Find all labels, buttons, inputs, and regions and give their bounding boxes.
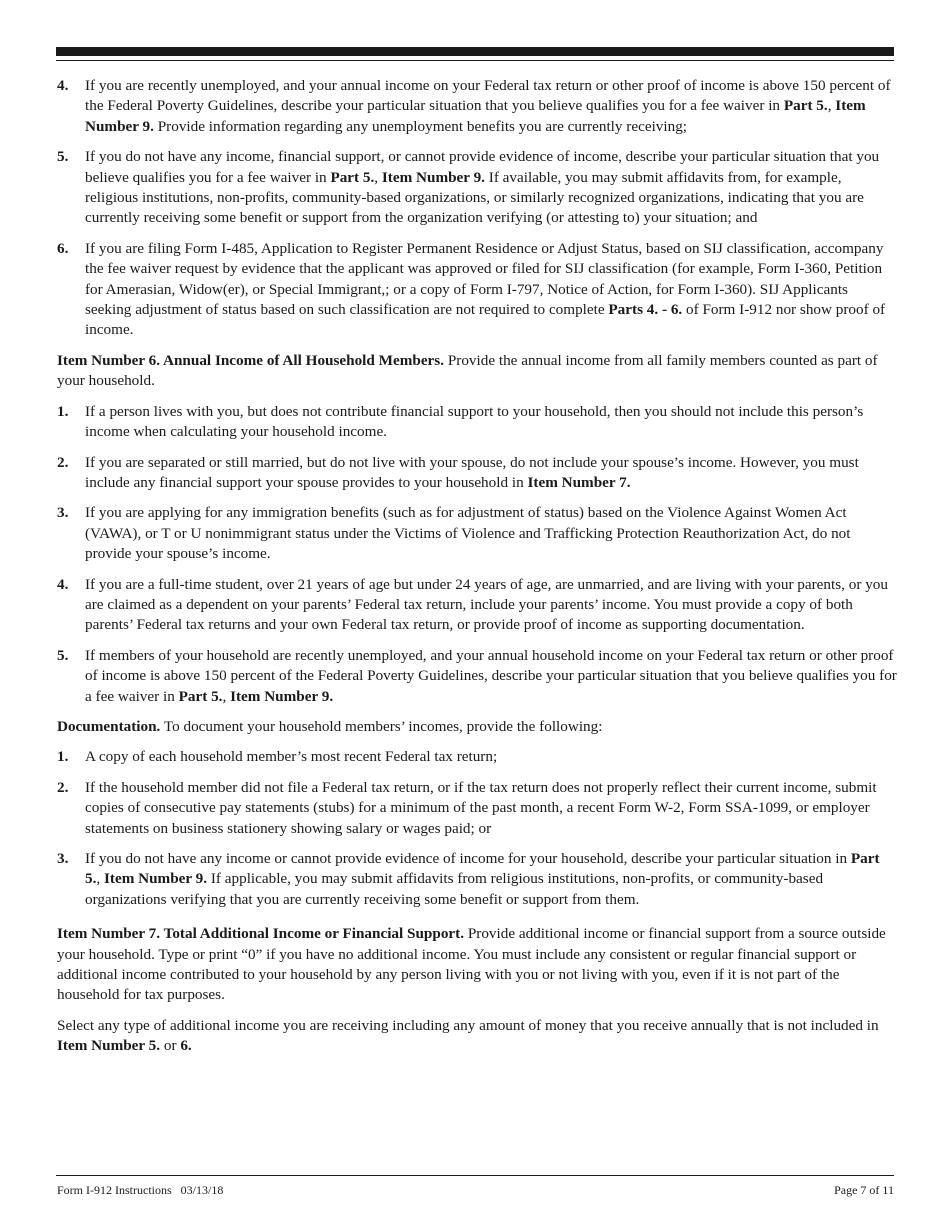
header-rule-thick	[56, 47, 894, 56]
documentation-intro	[57, 717, 897, 737]
text-segment: Provide information regarding any unemployment benefits you are currently receiving;	[153, 117, 688, 135]
top-list	[57, 76, 897, 341]
item7-para2-ref1: Item Number 5.	[57, 1037, 161, 1055]
list-item-number: 5.	[57, 148, 69, 166]
list-item	[57, 76, 897, 137]
reference-bold: Part 5.	[783, 97, 828, 115]
list-item-number: 3.	[57, 850, 69, 867]
item7-para2-text: Select any type of additional income you are receiving including any amount of money that you receive annually that is not included in	[57, 1016, 879, 1034]
text-segment: If applicable, you may submit affidavits from religious institutions, non-profits, or community-based organizations verifying that you are currently receiving some benefit or support from them.	[85, 870, 824, 908]
text-segment: If the household member did not file a Federal tax return, or if the tax return does not properly reflect their current income, submit copies of consecutive pay statements (stubs) for a minimum of the past month, a recent Form W-2, Form SSA-1099, or employer statements on business stationery showing salary or wages paid; or	[85, 778, 877, 837]
list-item	[57, 453, 897, 494]
list-item-text	[85, 647, 897, 705]
footer-page-number: Page 7 of 11	[834, 1183, 894, 1197]
item7-para2-ref2: 6.	[180, 1037, 192, 1055]
text-segment: If you are recently unemployed, and your annual income on your Federal tax return or other proof of income is above 150 percent of the Federal Poverty Guidelines, describe your particular situation that you believe qualifies you for a fee waiver in	[85, 77, 891, 115]
reference-bold: Part 5.	[85, 850, 880, 888]
item7-paragraph-2	[57, 1016, 897, 1057]
text-segment: If you are applying for any immigration benefits (such as for adjustment of status) based on the Violence Against Women Act (VAWA), or T or U nonimmigrant status under the Victims of Violence and Trafficking Protection Reauthorization Act, do not provide your spouse’s income.	[85, 504, 851, 563]
text-segment: ,	[827, 97, 836, 115]
reference-bold: Item Number 9.	[85, 97, 866, 135]
text-segment: If you are filing Form I-485, Application to Register Permanent Residence or Adjust Status, based on SIJ classification, accompany the fee waiver request by evidence that the applicant was approved or filed for SIJ classification (for example, Form I-360, Petition for Amerasian, Widow(er), or Special Immigrant,; or a copy of Form I-797, Notice of Action, for Form I-360). SIJ Applicants seeking adjustment of status based on such classification are not required to complete	[85, 239, 884, 319]
list-item-text	[85, 779, 877, 837]
reference-bold: Item Number 9.	[381, 168, 485, 186]
list-item-text	[85, 748, 497, 765]
text-segment: If you do not have any income, financial support, or cannot provide evidence of income, describe your particular situation that you believe qualifies you for a fee waiver in	[85, 148, 880, 186]
text-segment: of Form I-912 nor show proof of income.	[85, 301, 886, 339]
list-item-number: 4.	[57, 77, 69, 94]
list-item	[57, 747, 897, 767]
header-rule-thin	[56, 60, 894, 61]
list-item-text	[85, 77, 891, 135]
document-body	[57, 76, 897, 1067]
text-segment: ,	[374, 168, 382, 186]
list-item-text	[85, 240, 885, 339]
list-item-number: 1.	[57, 402, 69, 420]
text-segment: If you are separated or still married, but do not live with your spouse, do not include your spouse’s income. However, you must include any financial support your spouse provides to your household in	[85, 453, 859, 491]
list-item-number: 2.	[57, 778, 69, 796]
list-item	[57, 849, 897, 910]
list-item-number: 4.	[57, 575, 69, 593]
list-item-text	[85, 403, 863, 440]
item6-intro	[57, 351, 897, 392]
list-item-text	[85, 576, 888, 634]
reference-bold: Item Number 7.	[527, 473, 631, 491]
text-segment: A copy of each household member’s most recent Federal tax return;	[85, 748, 498, 766]
list-item-number: 1.	[57, 748, 69, 766]
footer-form-info: Form I-912 Instructions 03/13/18	[57, 1183, 224, 1197]
list-item-text	[85, 454, 859, 491]
documentation-text: To document your household members’ incomes, provide the following:	[160, 717, 603, 735]
list-item	[57, 147, 897, 229]
list-item-text	[85, 850, 880, 908]
list-item-number: 3.	[57, 504, 69, 522]
item6-heading: Item Number 6. Annual Income of All Household Members.	[57, 351, 445, 369]
list-item	[57, 575, 897, 636]
text-segment: If you do not have any income or cannot provide evidence of income for your household, describe your particular situation in	[85, 850, 851, 867]
list-item	[57, 503, 897, 564]
text-segment: If you are a full-time student, over 21 years of age but under 24 years of age, are unmarried, and are living with your parents, or you are claimed as a dependent on your parents’ Federal tax return, include your parents’ income. You must provide a copy of both parents’ Federal tax returns and your own Federal tax return, or provide proof of income as supporting documentation.	[85, 575, 888, 634]
list-item-number: 6.	[57, 239, 69, 257]
list-item-text	[85, 504, 851, 562]
reference-bold: Item Number 9.	[103, 870, 208, 888]
item7-text: Provide additional income or financial support from a source outside your household. Type or print “0” if you have no additional income. You must include any consistent or regular financial support or additional income contributed to your household by any person living with you or not living with you, even if it is not part of the household for tax purposes.	[57, 925, 886, 1004]
reference-bold: Parts 4. - 6.	[608, 301, 683, 319]
text-segment: If a person lives with you, but does not contribute financial support to your household, then you should not include this person’s income when calculating your household income.	[85, 402, 864, 441]
text-segment: If members of your household are recently unemployed, and your annual household income on your Federal tax return or other proof of income is above 150 percent of the Federal Poverty Guidelines, describe your particular situation that you believe qualifies you for a fee waiver in	[85, 646, 897, 705]
list-item	[57, 646, 897, 707]
list-item-number: 5.	[57, 646, 69, 664]
item6-list	[57, 402, 897, 707]
item7-para2-mid: or	[160, 1037, 181, 1055]
text-segment: ,	[96, 870, 104, 888]
item7-intro	[57, 924, 897, 1006]
reference-bold: Item Number 9.	[230, 687, 334, 705]
text-segment: ,	[222, 687, 231, 705]
reference-bold: Part 5.	[178, 687, 223, 705]
list-item-number: 2.	[57, 453, 69, 471]
list-item	[57, 778, 897, 839]
list-item	[57, 402, 897, 443]
reference-bold: Part 5.	[330, 168, 375, 186]
footer-rule	[56, 1175, 894, 1176]
list-item	[57, 239, 897, 341]
text-segment: If available, you may submit affidavits from, for example, religious institutions, non-profits, community-based organizations, or similarly recognized organizations, indicating that you are currently receiving some benefit or support from the organization verifying (or attesting to) your situation; and	[85, 168, 864, 227]
item6-text: Provide the annual income from all family members counted as part of your household.	[57, 351, 878, 390]
list-item-text	[85, 148, 879, 226]
documentation-heading: Documentation.	[57, 717, 161, 735]
item7-heading: Item Number 7. Total Additional Income or Financial Support.	[57, 925, 465, 943]
documentation-list	[57, 747, 897, 910]
